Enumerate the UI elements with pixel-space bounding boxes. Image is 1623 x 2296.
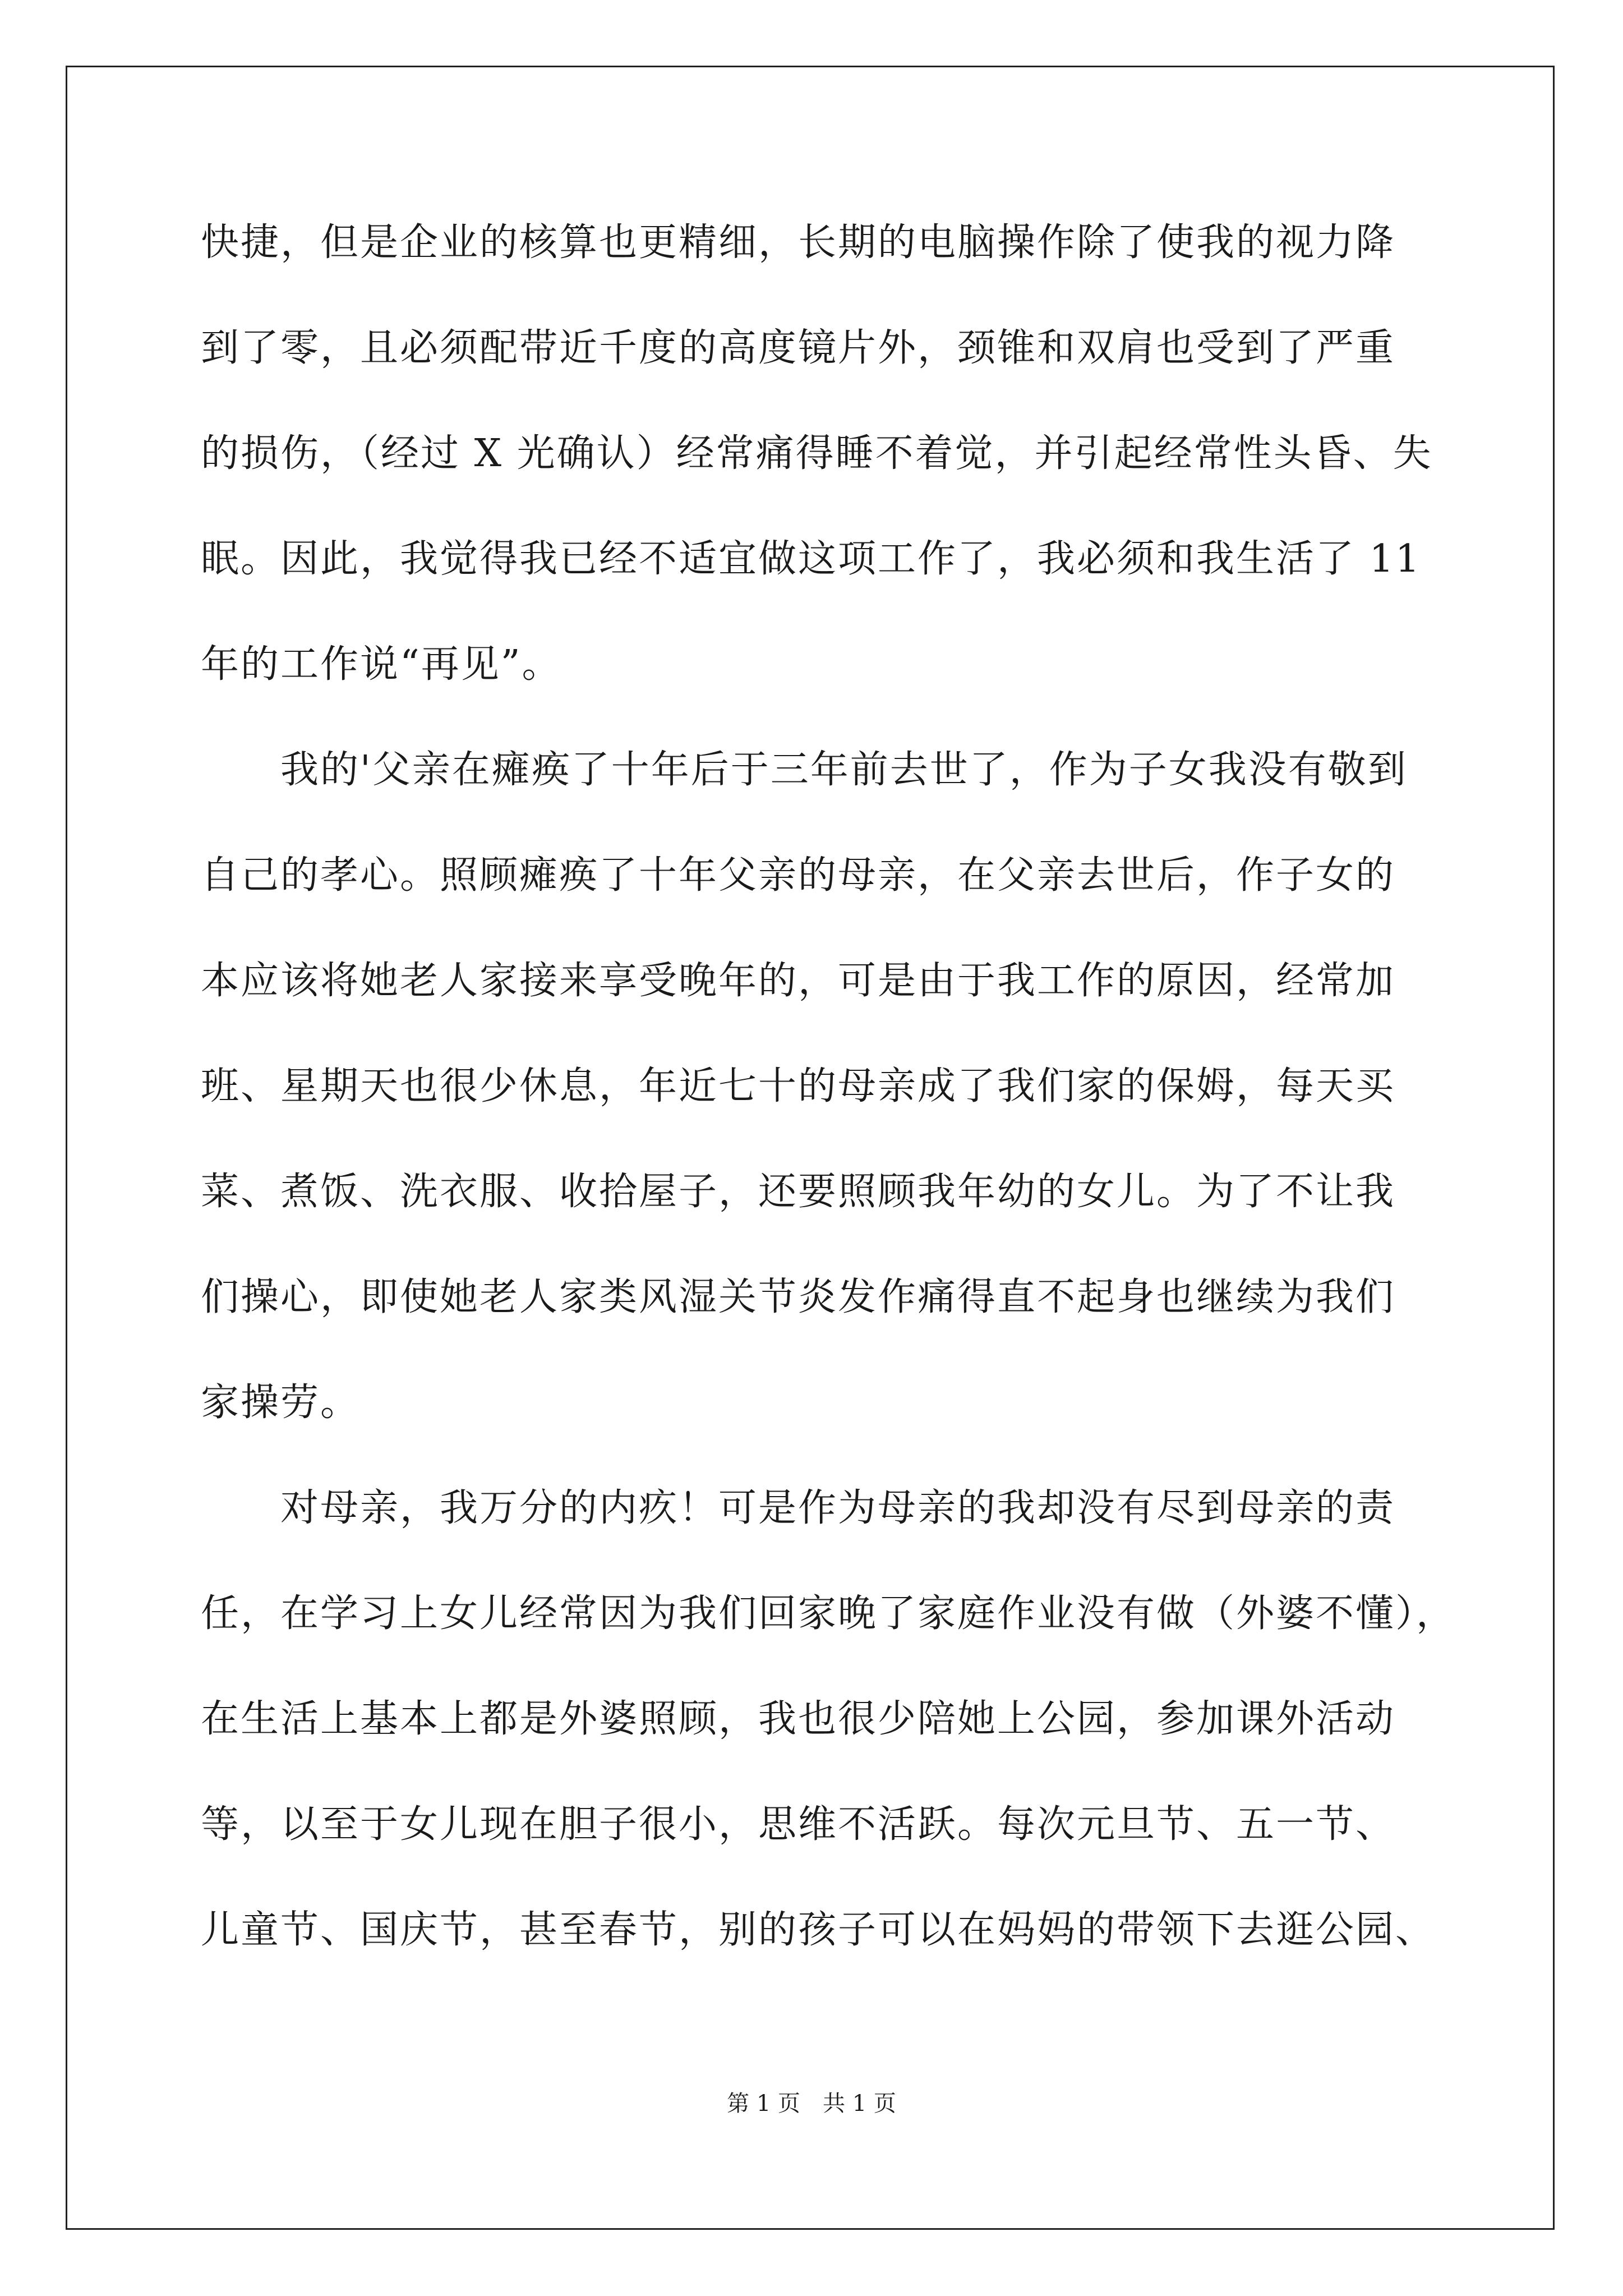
text-line: 年的工作说“再见”。 [201,642,562,687]
text-line: 眠。因此，我觉得我已经不适宜做这项工作了，我必须和我生活了 11 [201,537,1422,581]
text-line: 家操劳。 [201,1381,361,1425]
document-body [201,212,1479,2005]
page-number-footer: 第 1 页 共 1 页 [727,2091,896,2116]
text-line: 的损伤，（经过 X 光确认）经常痛得睡不着觉，并引起经常性头昏、失 [201,431,1433,476]
text-line: 在生活上基本上都是外婆照顾，我也很少陪她上公园，参加课外活动 [201,1697,1396,1741]
text-line: 到了零，且必须配带近千度的高度镜片外，颈锥和双肩也受到了严重 [201,326,1396,370]
text-line: 儿童节、国庆节，甚至春节，别的孩子可以在妈妈的带领下去逛公园、 [201,1908,1436,1952]
text-line: 任，在学习上女儿经常因为我们回家晚了家庭作业没有做（外婆不懂）， [201,1591,1456,1636]
text-line: 们操心，即使她老人家类风湿关节炎发作痛得直不起身也继续为我们 [201,1275,1396,1319]
text-line: 本应该将她老人家接来享受晚年的，可是由于我工作的原因，经常加 [201,959,1396,1003]
text-line: 快捷，但是企业的核算也更精细，长期的电脑操作除了使我的视力降 [201,220,1396,265]
text-line: 菜、煮饭、洗衣服、收拾屋子，还要照顾我年幼的女儿。为了不让我 [201,1170,1396,1214]
text-line: 自己的孝心。照顾瘫痪了十年父亲的母亲，在父亲去世后，作子女的 [201,853,1396,898]
text-line: 我的'父亲在瘫痪了十年后于三年前去世了，作为子女我没有敬到 [201,748,1408,792]
text-line: 对母亲，我万分的内疚！可是作为母亲的我却没有尽到母亲的责 [201,1486,1396,1530]
text-line: 班、星期天也很少休息，年近七十的母亲成了我们家的保姆，每天买 [201,1064,1396,1108]
text-line: 等，以至于女儿现在胆子很小，思维不活跃。每次元旦节、五一节、 [201,1802,1396,1847]
